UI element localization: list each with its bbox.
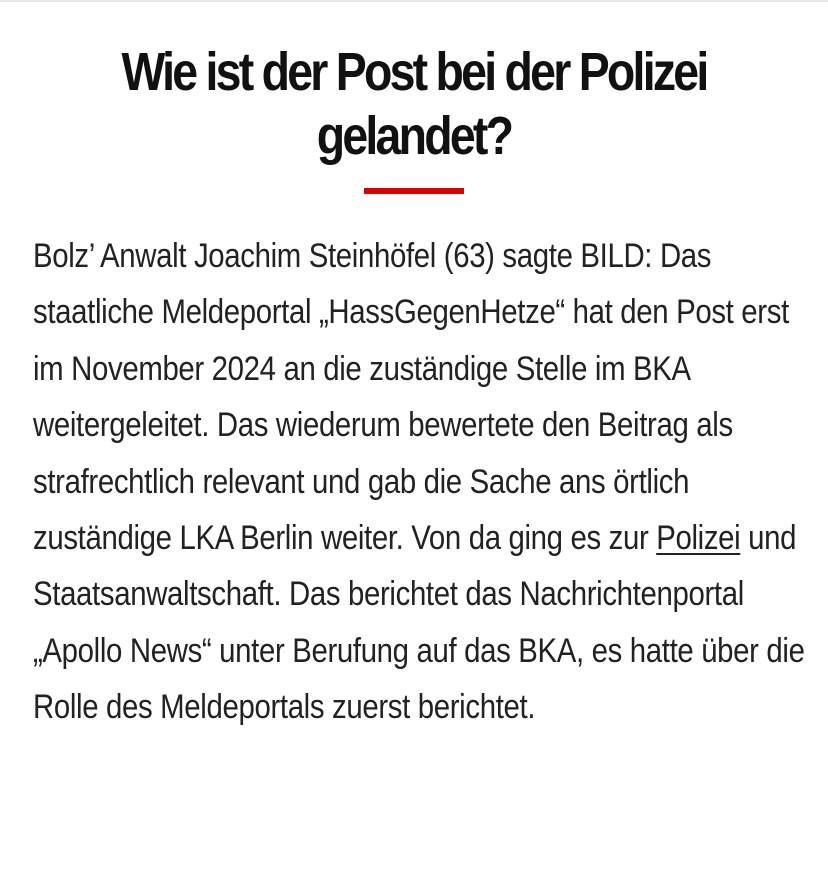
polizei-link[interactable]: Polizei (656, 519, 741, 558)
paragraph-text-start: Bolz’ Anwalt Joachim Steinhöfel (63) sagte BILD: Das staatliche Meldeportal „HassGegenHetze“ hat den Post erst im November 2024 an die zuständige Stelle im BKA weitergeleitet. Das wiederum bewertete den Beitrag als strafrechtlich relevant und gab die Sache ans örtlich zuständige LKA Berlin weiter. Von da ging es zur (33, 237, 789, 558)
article-paragraph (33, 228, 811, 736)
headline-accent-bar (364, 188, 464, 194)
section-headline: Wie ist der Post bei der Polizei gelandet? (121, 42, 707, 166)
paragraph-text-end: und Staatsanwaltschaft. Das berichtet das Nachrichtenportal „Apollo News“ unter Berufung auf das BKA, es hatte über die Rolle des Meldeportals zuerst berichtet. (33, 519, 805, 727)
